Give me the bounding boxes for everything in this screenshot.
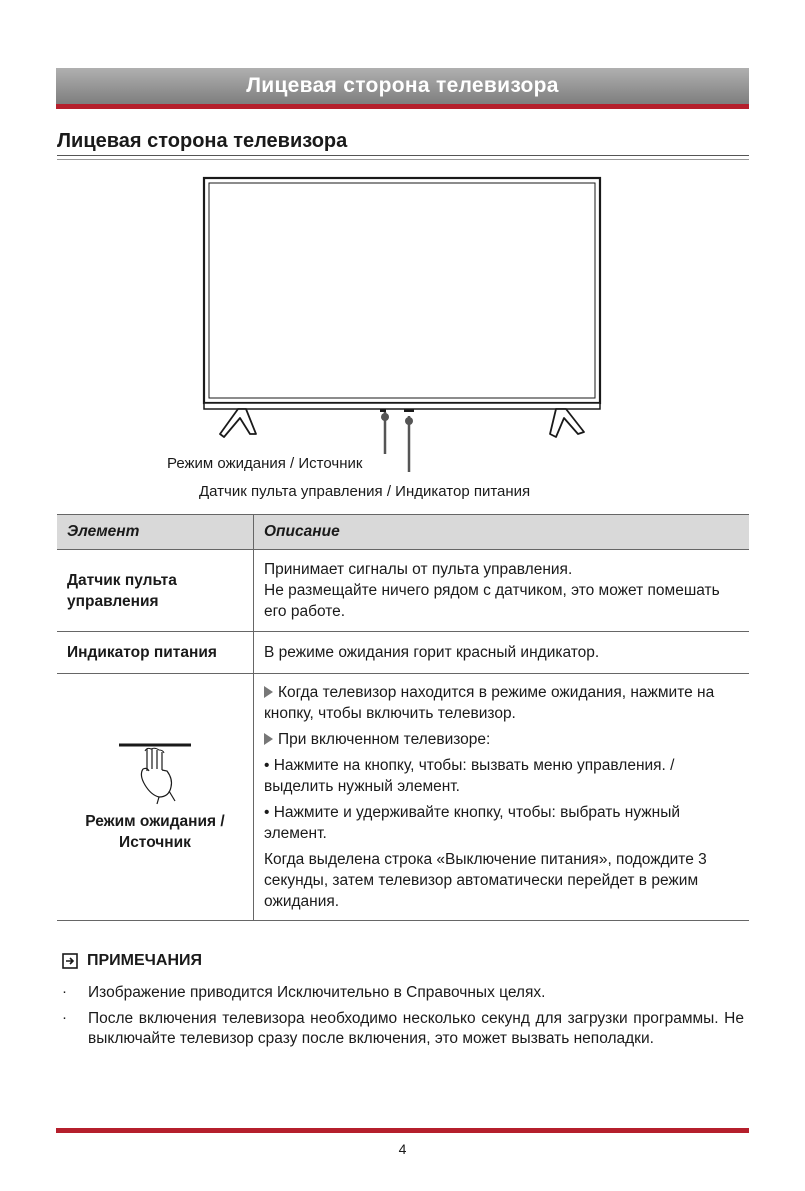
- section-rule: [57, 155, 749, 156]
- description-paragraph: • Нажмите и удерживайте кнопку, чтобы: выбрать нужный элемент.: [264, 804, 681, 842]
- callout-standby-source: Режим ожидания / Источник: [167, 455, 363, 472]
- description-paragraph: • Нажмите на кнопку, чтобы: вызвать меню управления. / выделить нужный элемент.: [264, 757, 675, 795]
- column-header-element: Элемент: [57, 515, 254, 550]
- triangle-bullet-icon: [264, 733, 273, 745]
- note-bullet: ·: [62, 983, 67, 1000]
- footer-accent-bar: [56, 1128, 749, 1133]
- table-row: [57, 632, 749, 674]
- banner-accent-bar: [56, 104, 749, 109]
- page-banner: [56, 68, 749, 104]
- callout-sensor-indicator: Датчик пульта управления / Индикатор питания: [199, 483, 531, 500]
- description-paragraph: При включенном телевизоре:: [264, 729, 739, 750]
- row-description: [254, 632, 750, 674]
- row-element-cell: [57, 674, 254, 921]
- description-paragraph: Когда выделена строка «Выключение питания», подождите 3 секунды, затем телевизор автоматически перейдет в режим ожидания.: [264, 851, 707, 910]
- row-description: [254, 674, 750, 921]
- banner-title: Лицевая сторона телевизора: [246, 74, 559, 97]
- table-row: [57, 674, 749, 921]
- row-element: Датчик пульта управления: [57, 550, 254, 632]
- tv-front-diagram: [150, 172, 610, 472]
- column-header-description: Описание: [254, 515, 750, 550]
- row-description: [254, 550, 750, 632]
- note-bullet: ·: [62, 1009, 67, 1026]
- note-icon: [62, 953, 78, 969]
- description-line: В режиме ожидания горит красный индикатор.: [264, 644, 600, 661]
- section-title: Лицевая сторона телевизора: [57, 130, 348, 152]
- element-description-table: [57, 514, 749, 921]
- press-button-hand-icon: [117, 741, 193, 805]
- section-rule-secondary: [57, 159, 749, 160]
- notes-heading: [62, 952, 202, 970]
- note-item: Изображение приводится Исключительно в Справочных целях.: [88, 984, 546, 1001]
- row-element: Индикатор питания: [57, 632, 254, 674]
- page-number: 4: [398, 1141, 407, 1157]
- table-row: [57, 550, 749, 632]
- description-line: Не размещайте ничего рядом с датчиком, это может помешать его работе.: [264, 582, 720, 620]
- triangle-bullet-icon: [264, 686, 273, 698]
- description-paragraph: Когда телевизор находится в режиме ожидания, нажмите на кнопку, чтобы включить телевизор.: [264, 684, 715, 722]
- row-element: Режим ожидания / Источник: [85, 813, 225, 851]
- table-header-row: [57, 515, 749, 550]
- description-line: Принимает сигналы от пульта управления.: [264, 561, 573, 578]
- notes-title: ПРИМЕЧАНИЯ: [87, 952, 203, 969]
- note-item: После включения телевизора необходимо несколько секунд для загрузки программы. Не выключайте телевизор сразу после включения, это может вызвать неполадки.: [88, 1010, 744, 1047]
